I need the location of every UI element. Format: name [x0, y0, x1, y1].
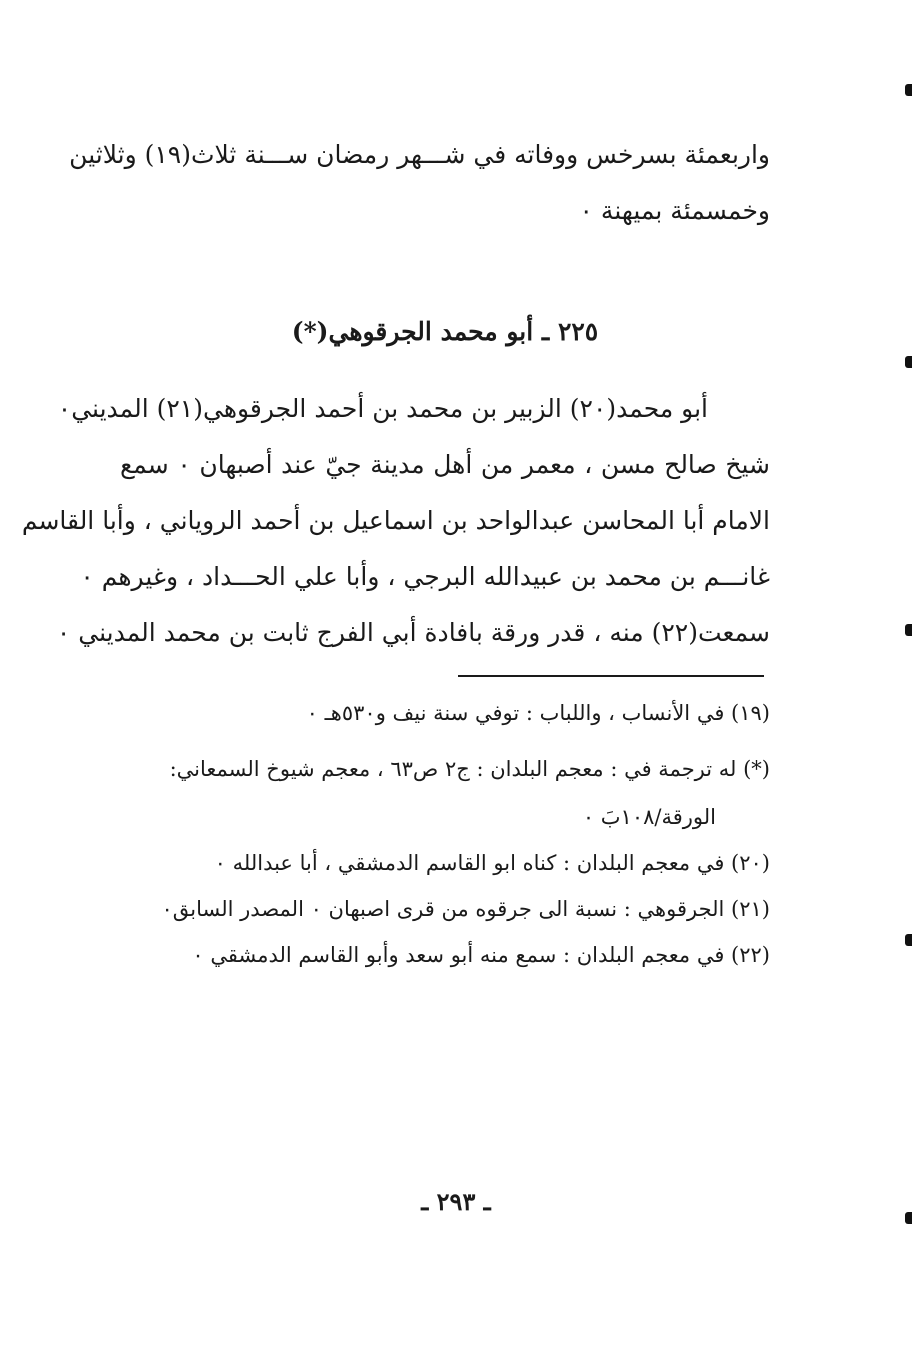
binding-mark: [905, 934, 912, 946]
binding-mark: [905, 84, 912, 96]
binding-mark: [905, 356, 912, 368]
footnote-line: (٢٠) في معجم البلدان : كناه ابو القاسم الدمشقي ، أبا عبدالله ٠: [214, 851, 770, 875]
footnote-line: (*) له ترجمة في : معجم البلدان : ج٢ ص٦٣ ، معجم شيوخ السمعاني:: [169, 757, 770, 781]
binding-mark: [905, 624, 912, 636]
intro-line: واربعمئة بسرخس ووفاته في شـــهر رمضان ســـنة ثلاث(١٩) وثلاثين: [69, 140, 770, 169]
body-line: الامام أبا المحاسن عبدالواحد بن اسماعيل بن أحمد الروياني ، وأبا القاسم: [21, 506, 770, 535]
page-number: ـ ٢٩٣ ـ: [421, 1187, 491, 1216]
footnote-line: (٢٢) في معجم البلدان : سمع منه أبو سعد وأبو القاسم الدمشقي ٠: [192, 943, 770, 967]
body-line: غانـــم بن محمد بن عبيدالله البرجي ، وأبا علي الحـــداد ، وغيرهم ٠: [80, 562, 770, 591]
binding-mark: [905, 1212, 912, 1224]
body-line: شيخ صالح مسن ، معمر من أهل مدينة جيّ عند أصبهان ٠ سمع: [120, 450, 770, 479]
footnote-line: (٢١) الجرقوهي : نسبة الى جرقوه من قرى اصبهان ٠ المصدر السابق٠: [161, 897, 770, 921]
footnotes: [110, 694, 770, 984]
footnote-line: (١٩) في الأنساب ، واللباب : توفي سنة نيف و٥٣٠هـ ٠: [306, 701, 770, 725]
entry-heading: ٢٢٥ ـ أبو محمد الجرقوهي(*): [291, 317, 599, 346]
intro-line: وخمسمئة بميهنة ٠: [579, 196, 770, 225]
entry-body: [21, 392, 770, 662]
body-line: أبو محمد(٢٠) الزبير بن محمد بن أحمد الجرقوهي(٢١) المديني٠: [57, 394, 708, 423]
intro-paragraph: [69, 138, 770, 228]
footnote-line: الورقة/١٠٨بَ ٠: [582, 805, 716, 829]
body-line: سمعت(٢٢) منه ، قدر ورقة بافادة أبي الفرج ثابت بن محمد المديني ٠: [56, 618, 770, 647]
footnote-divider: [458, 675, 764, 677]
